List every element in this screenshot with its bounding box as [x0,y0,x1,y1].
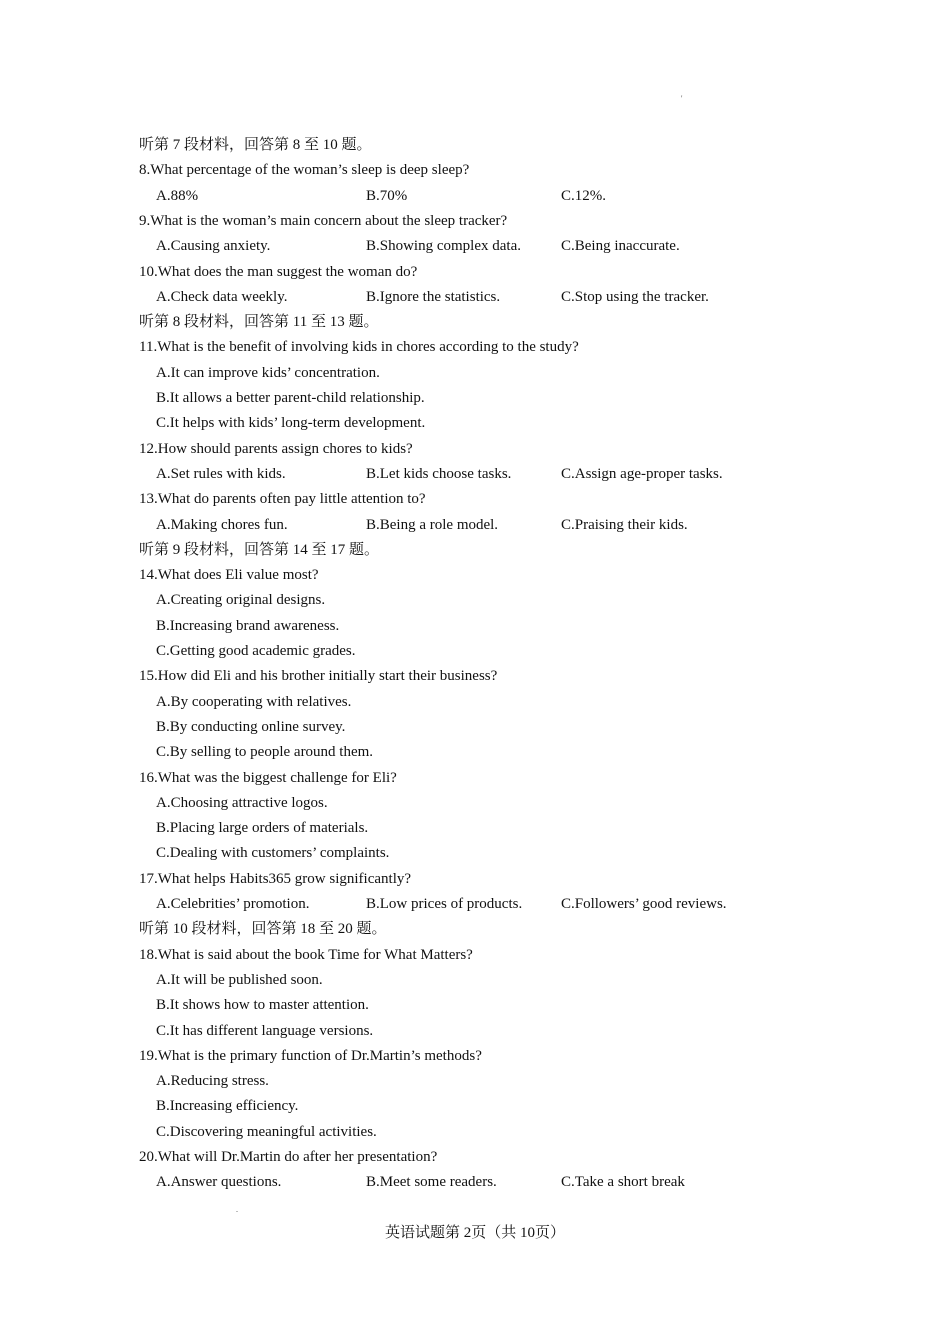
answer-option: A.Answer questions. [156,1174,282,1191]
answer-option: A.Celebrities’ promotion. [156,896,310,912]
answer-option: A.Creating original designs. [156,592,326,609]
question-stem: 18.What is said about the book Time for What Matters? [139,946,473,963]
answer-option: A.Making chores fun. [156,516,288,533]
question-stem: 11.What is the benefit of involving kids in chores according to the study? [139,339,579,356]
answer-option: C.Followers’ good reviews. [561,896,727,912]
answer-option: C.12%. [561,187,606,204]
question-stem: 10.What does the man suggest the woman do? [139,263,418,280]
answer-option: B.Ignore the statistics. [366,288,501,305]
answer-option: A.By cooperating with relatives. [156,693,352,710]
answer-option: A.Causing anxiety. [156,238,271,255]
question-stem: 14.What does Eli value most? [139,567,319,584]
answer-option: B.70% [366,187,408,204]
answer-option: C.Being inaccurate. [561,238,680,255]
answer-option: C.Praising their kids. [561,516,688,533]
question-stem: 9.What is the woman’s main concern about the sleep tracker? [139,212,508,229]
answer-option: A.Choosing attractive logos. [156,794,328,811]
answer-option: B.Let kids choose tasks. [366,465,512,482]
answer-option: C.It has different language versions. [156,1022,374,1039]
section-header: 听第 8 段材料，回答第 11 至 13 题。 [139,314,379,331]
answer-option: C.Getting good academic grades. [156,643,356,659]
answer-option: A.It will be published soon. [156,971,323,988]
answer-option: B.Meet some readers. [366,1174,497,1191]
question-stem: 17.What helps Habits365 grow significantly? [139,870,412,887]
answer-option: B.It allows a better parent-child relationship. [156,390,425,406]
question-stem: 12.How should parents assign chores to kids? [139,440,413,457]
answer-option: C.By selling to people around them. [156,744,374,761]
question-stem: 16.What was the biggest challenge for Eli? [139,769,397,786]
answer-option: B.Placing large orders of materials. [156,820,369,837]
scan-speck: ' [681,94,683,103]
question-stem: 13.What do parents often pay little attention to? [139,491,426,508]
answer-option: A.Reducing stress. [156,1073,269,1090]
answer-option: B.Showing complex data. [366,238,521,255]
answer-option: C.Stop using the tracker. [561,288,709,305]
answer-option: C.Discovering meaningful activities. [156,1123,377,1140]
answer-option: C.It helps with kids’ long-term development. [156,415,426,432]
answer-option: B.By conducting online survey. [156,718,346,735]
section-header: 听第 10 段材料，回答第 18 至 20 题。 [139,921,387,938]
question-stem: 15.How did Eli and his brother initially start their business? [139,668,498,685]
answer-option: B.Increasing brand awareness. [156,617,340,634]
answer-option: B.Increasing efficiency. [156,1098,299,1115]
page-footer: 英语试题第 2页（共 10页） [384,1225,565,1241]
answer-option: C.Assign age-proper tasks. [561,465,723,482]
section-header: 听第 7 段材料，回答第 8 至 10 题。 [139,137,372,153]
answer-option: B.Being a role model. [366,516,499,533]
answer-option: A.Set rules with kids. [156,465,286,482]
answer-option: B.Low prices of products. [366,896,523,912]
question-stem: 19.What is the primary function of Dr.Martin’s methods? [139,1047,482,1064]
answer-option: C.Take a short break [561,1174,685,1191]
answer-option: A.It can improve kids’ concentration. [156,364,380,381]
answer-option: C.Dealing with customers’ complaints. [156,845,390,862]
section-header: 听第 9 段材料，回答第 14 至 17 题。 [139,541,380,558]
question-stem: 20.What will Dr.Martin do after her presentation? [139,1149,438,1165]
answer-option: A.Check data weekly. [156,288,288,305]
answer-option: A.88% [156,187,199,204]
scan-speck: . [236,1205,238,1214]
answer-option: B.It shows how to master attention. [156,997,369,1014]
question-stem: 8.What percentage of the woman’s sleep is deep sleep? [139,162,470,179]
